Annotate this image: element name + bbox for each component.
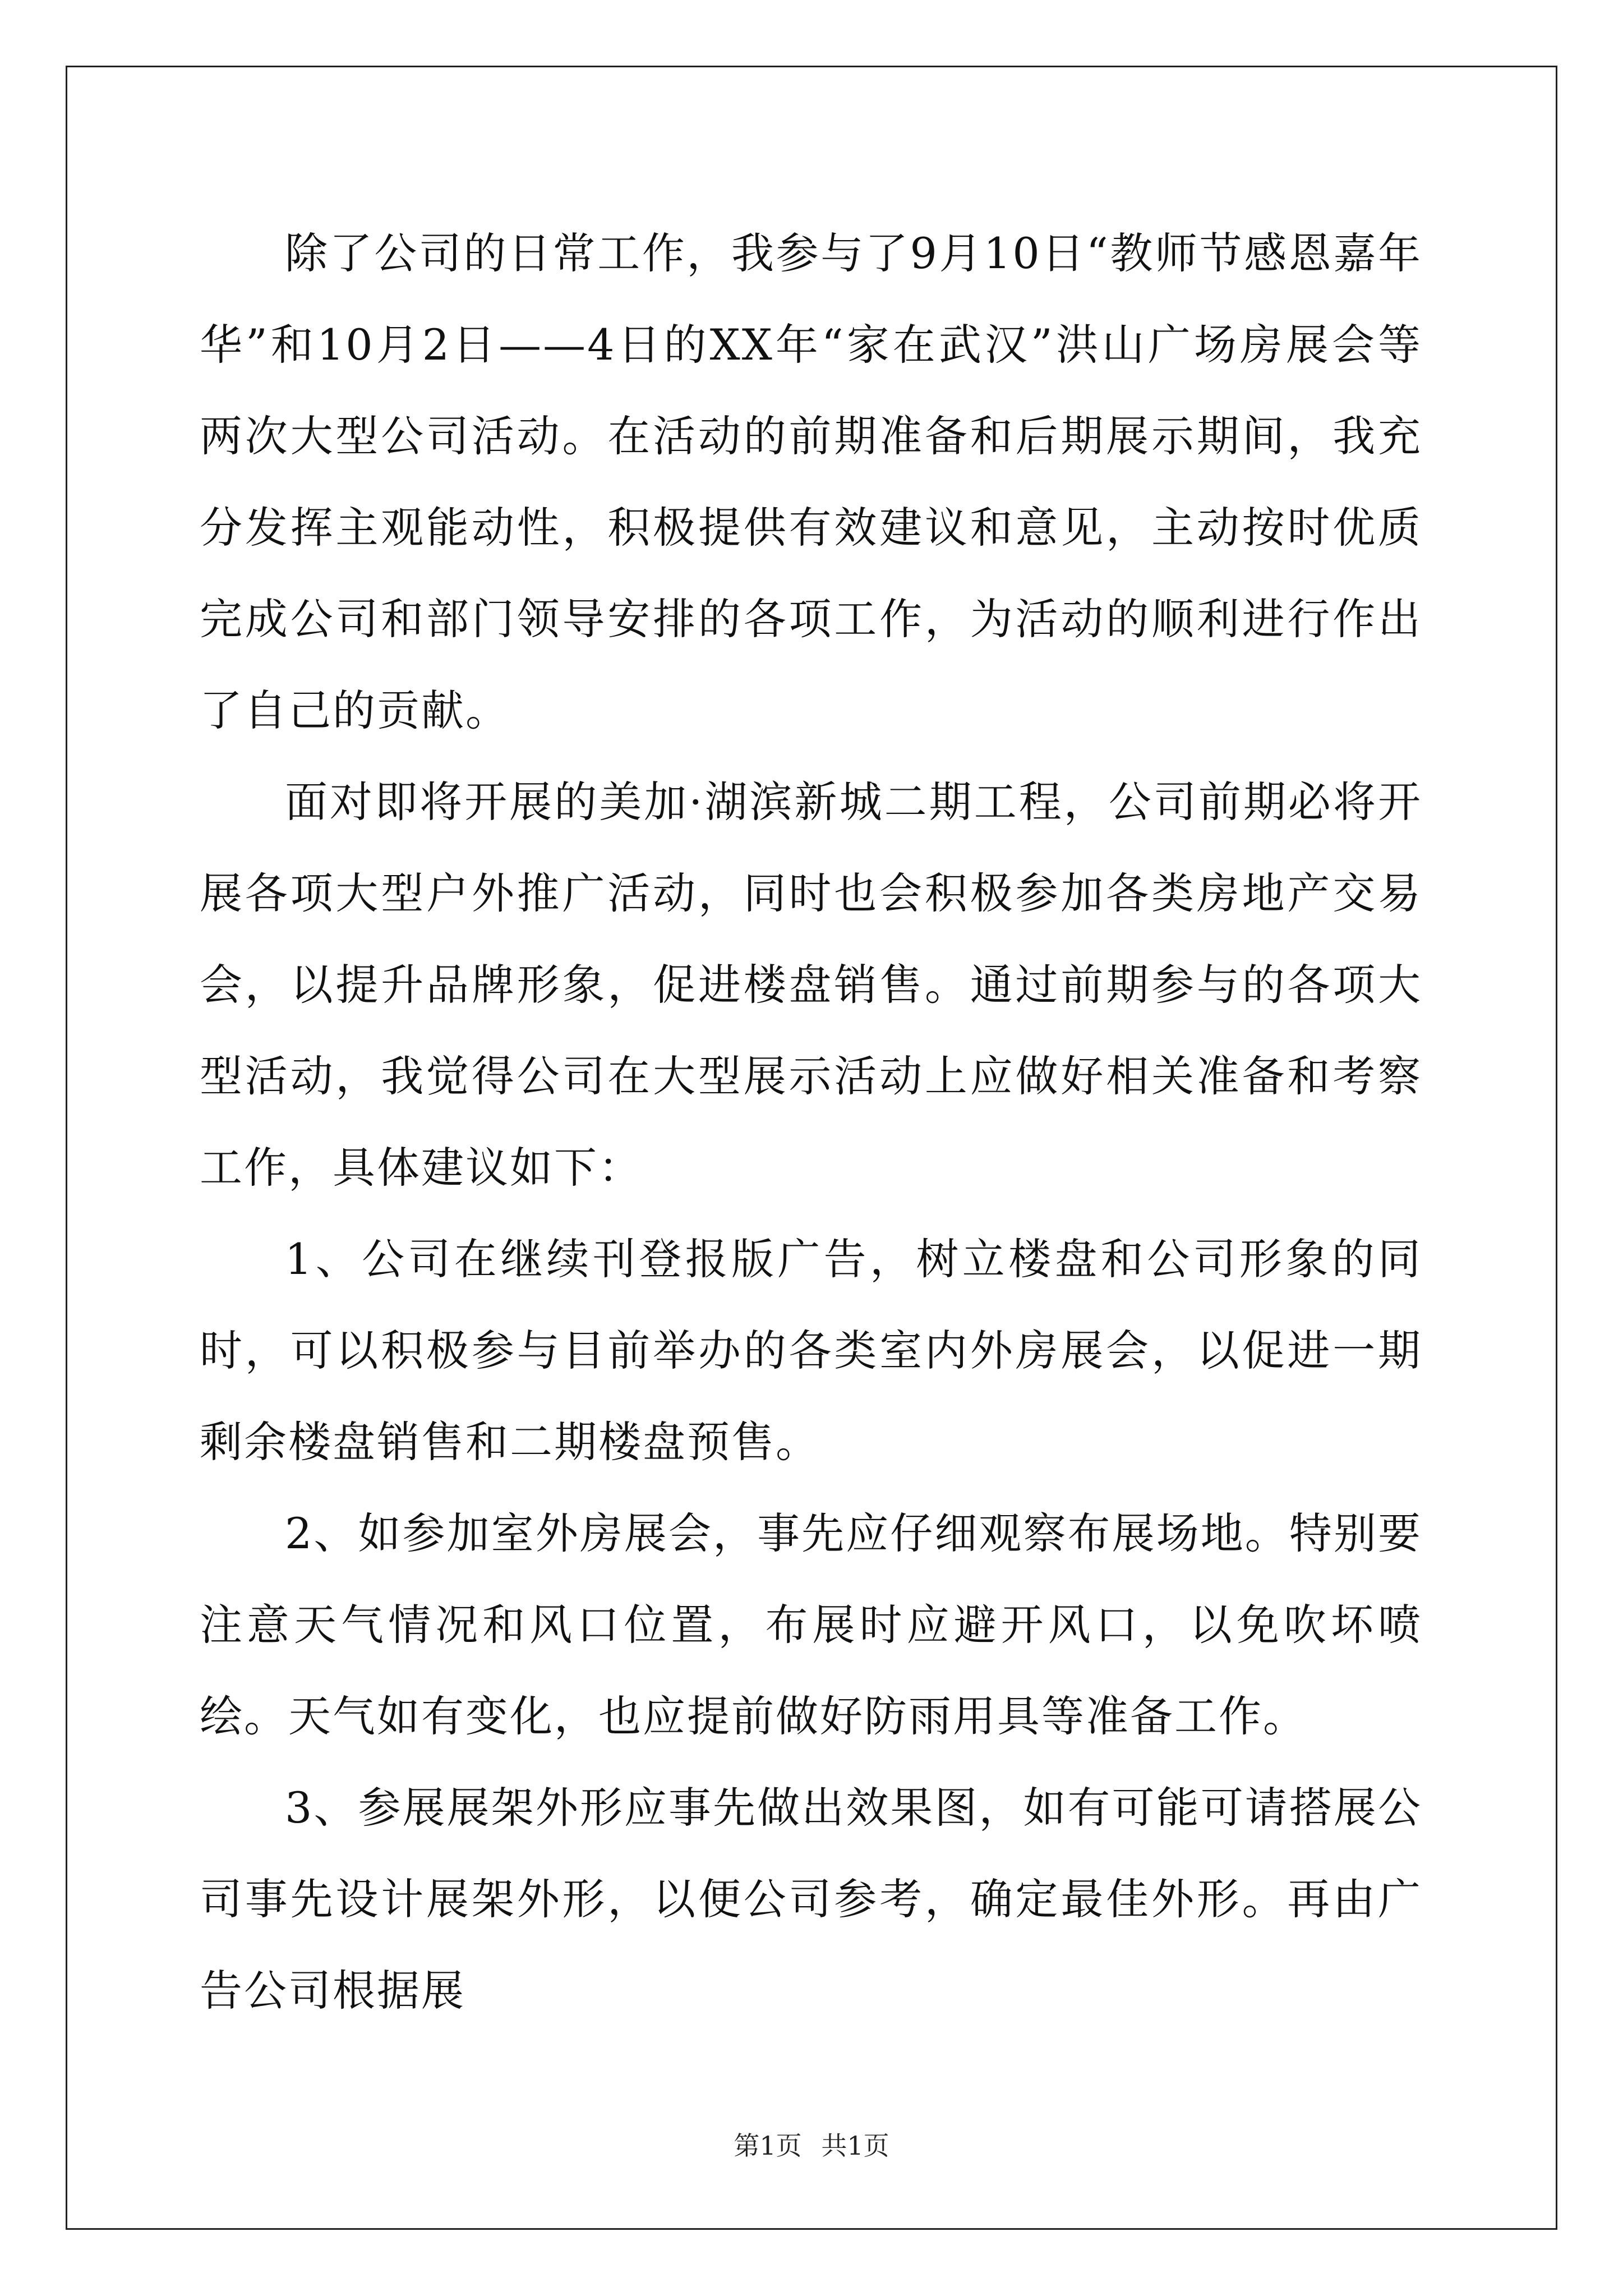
paragraph: 2、如参加室外房展会，事先应仔细观察布展场地。特别要注意天气情况和风口位置，布展时应避开风口，以免吹坏喷绘。天气如有变化，也应提前做好防雨用具等准备工作。	[200, 1508, 1422, 1741]
paragraph: 1、公司在继续刊登报版广告，树立楼盘和公司形象的同时，可以积极参与目前举办的各类室内外房展会，以促进一期剩余楼盘销售和二期楼盘预售。	[200, 1234, 1422, 1467]
document-body	[200, 208, 1422, 2036]
page-total: 共1页	[821, 2131, 889, 2161]
paragraph: 3、参展展架外形应事先做出效果图，如有可能可请搭展公司事先设计展架外形，以便公司参考，确定最佳外形。再由广告公司根据展	[200, 1783, 1422, 2016]
page-footer	[0, 2129, 1623, 2162]
paragraph: 面对即将开展的美加·湖滨新城二期工程，公司前期必将开展各项大型户外推广活动，同时也会积极参加各类房地产交易会，以提升品牌形象，促进楼盘销售。通过前期参与的各项大型活动，我觉得公司在大型展示活动上应做好相关准备和考察工作，具体建议如下：	[200, 777, 1422, 1193]
paragraph: 除了公司的日常工作，我参与了9月10日“教师节感恩嘉年华”和10月2日——4日的XX年“家在武汉”洪山广场房展会等两次大型公司活动。在活动的前期准备和后期展示期间，我充分发挥主观能动性，积极提供有效建议和意见，主动按时优质完成公司和部门领导安排的各项工作，为活动的顺利进行作出了自己的贡献。	[200, 228, 1422, 735]
page-number: 第1页	[734, 2131, 802, 2161]
